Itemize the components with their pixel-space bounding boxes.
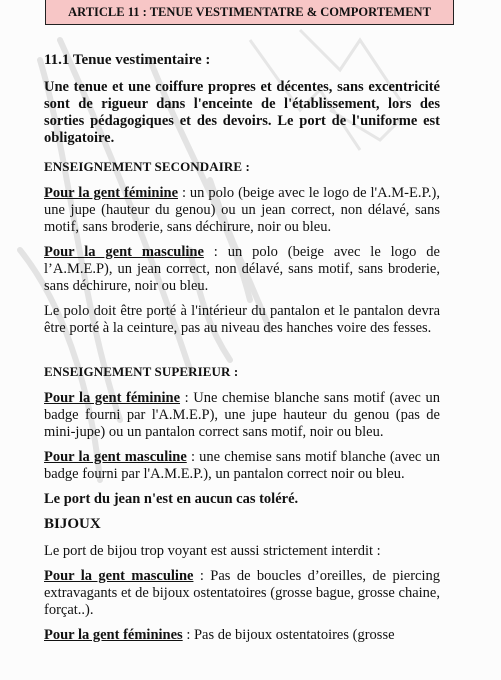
superieur-masculine-label: Pour la gent masculine — [44, 449, 187, 465]
superieur-feminine-text: : Une chemise blanche sans motif (avec un badge fourni par l'A.M.E.P), une jupe hauteur du genou (pas de mini-jupe) ou un pantalon correct sans motif, noir ou bleu. — [44, 390, 440, 440]
bijoux-feminine-text: : Pas de bijoux ostentatoires (grosse — [182, 627, 395, 643]
secondaire-feminine-text: : un polo (beige avec le logo de l'A.M-E.P.), une jupe (hauteur du genou) ou un jean correct, non délavé, sans motif, sans broderie, sans déchirure, noir ou bleu. — [44, 185, 440, 235]
polo-note-paragraph: Le polo doit être porté à l'intérieur du pantalon et le pantalon devra être porté à la ceinture, pas au niveau des hanches voire des fesses. — [44, 303, 440, 336]
article-header: ARTICLE 11 : TENUE VESTIMENTATRE & COMPORTEMENT — [45, 0, 454, 25]
superieur-feminine-label: Pour la gent féminine — [44, 390, 181, 406]
secondaire-feminine-label: Pour la gent féminine — [44, 185, 178, 201]
secondaire-heading: ENSEIGNEMENT SECONDAIRE : — [44, 159, 250, 174]
secondaire-masculine-paragraph — [44, 244, 440, 295]
jean-rule: Le port du jean n'est en aucun cas toléré. — [44, 491, 299, 507]
bijoux-masculine-text: : Pas de boucles d’oreilles, de piercing extravagants et de bijoux ostentatoires (grosse bague, grosse chaine, forçat..). — [44, 568, 441, 618]
section-title: 11.1 Tenue vestimentaire : — [44, 52, 211, 68]
secondaire-masculine-text: : un polo (beige avec le logo de l’A.M.E.P), un jean correct, non délavé, sans motif, sans broderie, sans déchirure, noir ou bleu. — [44, 244, 440, 294]
article-content — [44, 52, 440, 652]
superieur-heading: ENSEIGNEMENT SUPERIEUR : — [44, 364, 239, 379]
bijoux-heading: BIJOUX — [44, 516, 101, 532]
superieur-masculine-paragraph — [44, 449, 440, 483]
secondaire-feminine-paragraph — [44, 185, 440, 236]
bijoux-intro: Le port de bijou trop voyant est aussi strictement interdit : — [44, 543, 381, 559]
bijoux-masculine-paragraph — [44, 568, 440, 619]
superieur-masculine-text: : une chemise sans motif blanche (avec un badge fourni par l'A.M.E.P.), un pantalon correct noir ou bleu. — [44, 449, 440, 482]
bijoux-feminine-paragraph — [44, 627, 440, 644]
bijoux-masculine-label: Pour la gent masculine — [44, 568, 194, 584]
intro-paragraph: Une tenue et une coiffure propres et décentes, sans excentricité sont de rigueur dans l'enceinte de l'établissement, lors des sorties pédagogiques et des devoirs. Le port de l'uniforme est obligatoire. — [44, 79, 440, 146]
bijoux-feminine-label: Pour la gent féminines — [44, 627, 183, 643]
secondaire-masculine-label: Pour la gent masculine — [44, 244, 204, 260]
superieur-feminine-paragraph — [44, 390, 440, 441]
